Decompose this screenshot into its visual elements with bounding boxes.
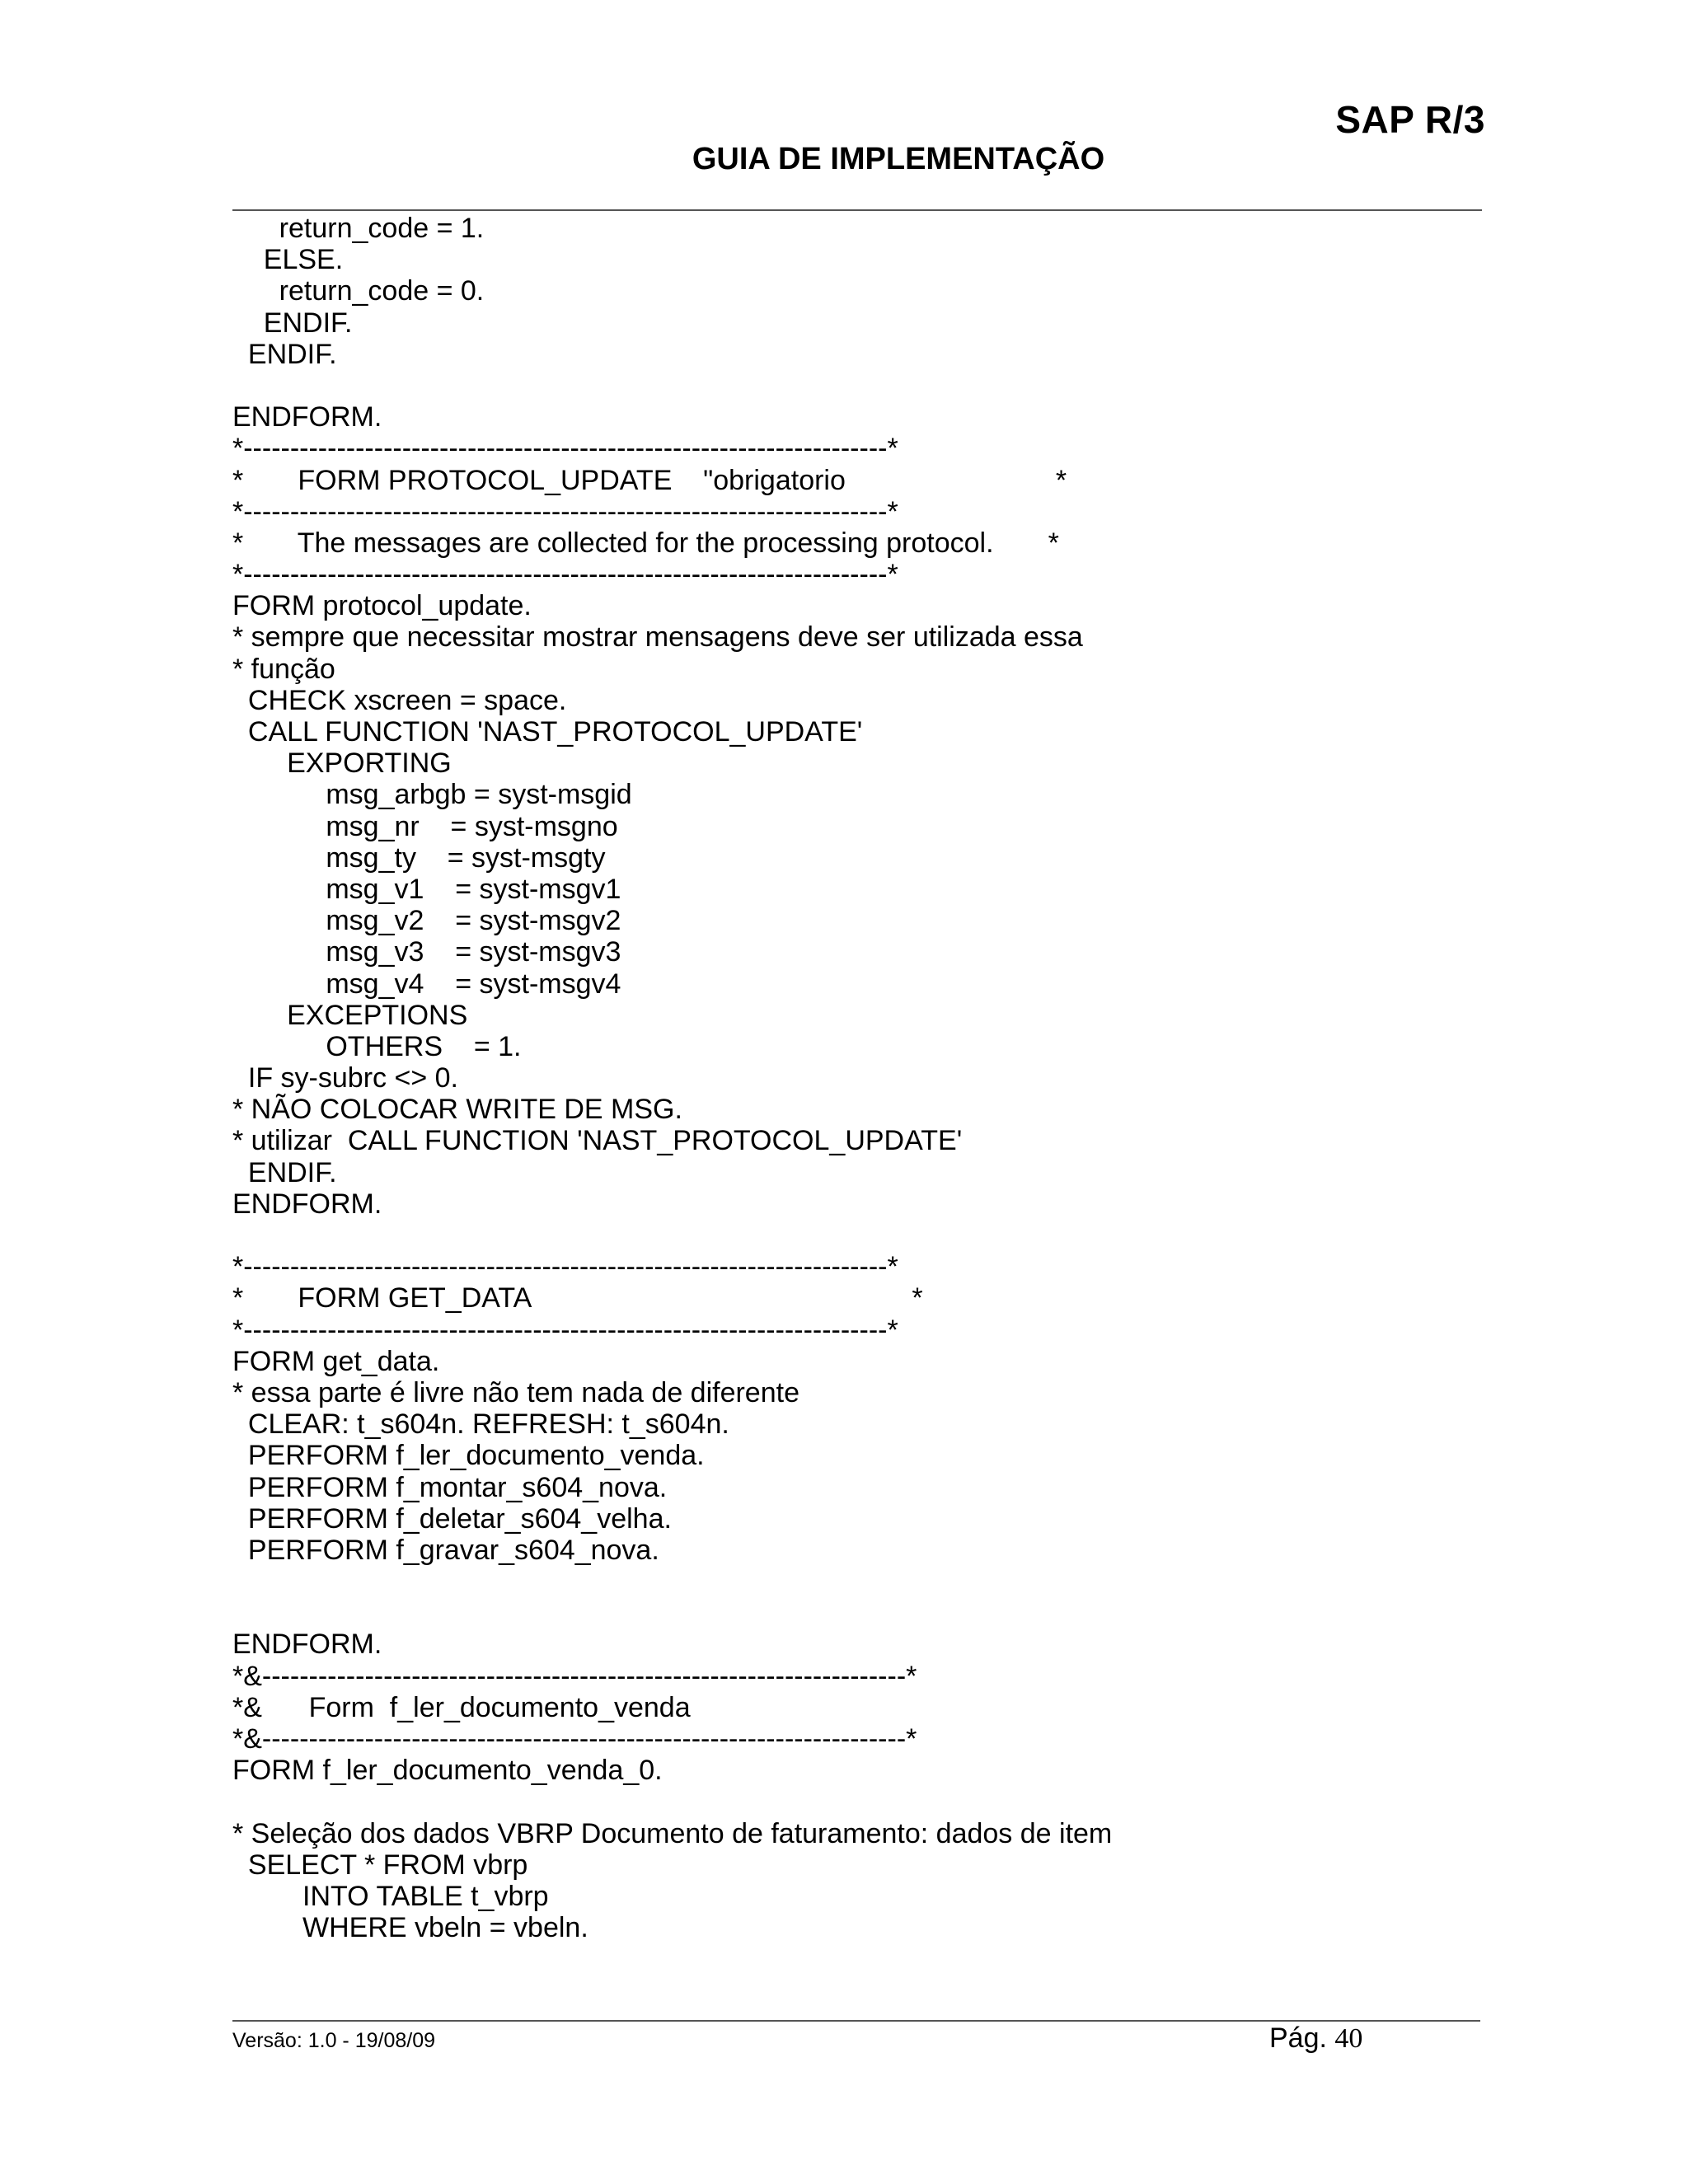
code-line: msg_v1 = syst-msgv1 (232, 873, 621, 905)
footer-divider (232, 2020, 1480, 2022)
code-line: EXCEPTIONS (232, 999, 468, 1031)
code-line: ENDIF. (232, 307, 353, 339)
footer-page-indicator (1269, 2022, 1362, 2055)
code-line: *---------------------------------------------------------------------* (232, 559, 898, 591)
code-line (232, 1597, 1485, 1629)
code-line: ELSE. (232, 244, 344, 276)
code-line: *---------------------------------------------------------------------* (232, 495, 898, 527)
code-line: WHERE vbeln = vbeln. (232, 1912, 588, 1944)
code-listing (232, 213, 1485, 1943)
code-line: * utilizar CALL FUNCTION 'NAST_PROTOCOL_UPDATE' (232, 1125, 963, 1157)
code-line: INTO TABLE t_vbrp (232, 1880, 549, 1912)
code-line: msg_v3 = syst-msgv3 (232, 936, 621, 968)
code-line: PERFORM f_montar_s604_nova. (232, 1471, 668, 1503)
code-line: ENDIF. (232, 1156, 337, 1188)
code-line: CALL FUNCTION 'NAST_PROTOCOL_UPDATE' (232, 716, 863, 748)
code-line: *---------------------------------------------------------------------* (232, 1314, 898, 1346)
page-label: Pág. (1269, 2022, 1327, 2054)
code-line: msg_ty = syst-msgty (232, 841, 606, 874)
code-line: * NÃO COLOCAR WRITE DE MSG. (232, 1094, 682, 1126)
code-line: ENDFORM. (232, 401, 382, 434)
code-line: *&---------------------------------------------------------------------* (232, 1723, 917, 1755)
code-line: IF sy-subrc <> 0. (232, 1062, 458, 1094)
code-line: *---------------------------------------------------------------------* (232, 1251, 898, 1283)
code-line: return_code = 1. (232, 213, 485, 244)
code-line: * sempre que necessitar mostrar mensagens deve ser utilizada essa (232, 621, 1083, 654)
footer-version: Versão: 1.0 - 19/08/09 (232, 2029, 436, 2052)
brand-label: SAP R/3 (1335, 98, 1485, 141)
header-divider (232, 209, 1482, 211)
code-line: * essa parte é livre não tem nada de diferente (232, 1376, 799, 1408)
code-line: msg_nr = syst-msgno (232, 810, 618, 842)
code-line: ENDFORM. (232, 1188, 382, 1220)
code-line: msg_v4 = syst-msgv4 (232, 968, 621, 1000)
code-line: FORM f_ler_documento_venda_0. (232, 1755, 663, 1787)
code-line: msg_v2 = syst-msgv2 (232, 905, 621, 937)
code-line (232, 1566, 1485, 1597)
code-line: OTHERS = 1. (232, 1030, 522, 1062)
code-line: *&---------------------------------------------------------------------* (232, 1660, 917, 1692)
code-line: SELECT * FROM vbrp (232, 1849, 528, 1881)
code-line: * Seleção dos dados VBRP Documento de faturamento: dados de item (232, 1817, 1113, 1849)
code-line: *& Form f_ler_documento_venda (232, 1691, 691, 1723)
code-line: CHECK xscreen = space. (232, 684, 567, 716)
code-line: PERFORM f_ler_documento_venda. (232, 1440, 705, 1472)
code-line: FORM protocol_update. (232, 590, 532, 622)
code-line: PERFORM f_gravar_s604_nova. (232, 1534, 659, 1566)
code-line (232, 1786, 1485, 1817)
code-line: *---------------------------------------------------------------------* (232, 433, 898, 465)
code-line: CLEAR: t_s604n. REFRESH: t_s604n. (232, 1408, 729, 1441)
code-line: * FORM GET_DATA * (232, 1282, 923, 1315)
code-line: msg_arbgb = syst-msgid (232, 779, 632, 811)
code-line: ENDFORM. (232, 1629, 382, 1661)
page-number: 40 (1334, 2023, 1363, 2054)
code-line: EXPORTING (232, 748, 452, 780)
code-line: return_code = 0. (232, 275, 485, 307)
code-line: PERFORM f_deletar_s604_velha. (232, 1502, 672, 1535)
document-title: GUIA DE IMPLEMENTAÇÃO (692, 142, 1105, 176)
code-line: * FORM PROTOCOL_UPDATE "obrigatorio * (232, 464, 1067, 496)
code-line (232, 370, 1485, 401)
code-line: ENDIF. (232, 338, 337, 370)
code-line (232, 1220, 1485, 1251)
code-line: FORM get_data. (232, 1345, 440, 1377)
code-line: * The messages are collected for the processing protocol. * (232, 527, 1059, 559)
code-line: * função (232, 653, 335, 685)
